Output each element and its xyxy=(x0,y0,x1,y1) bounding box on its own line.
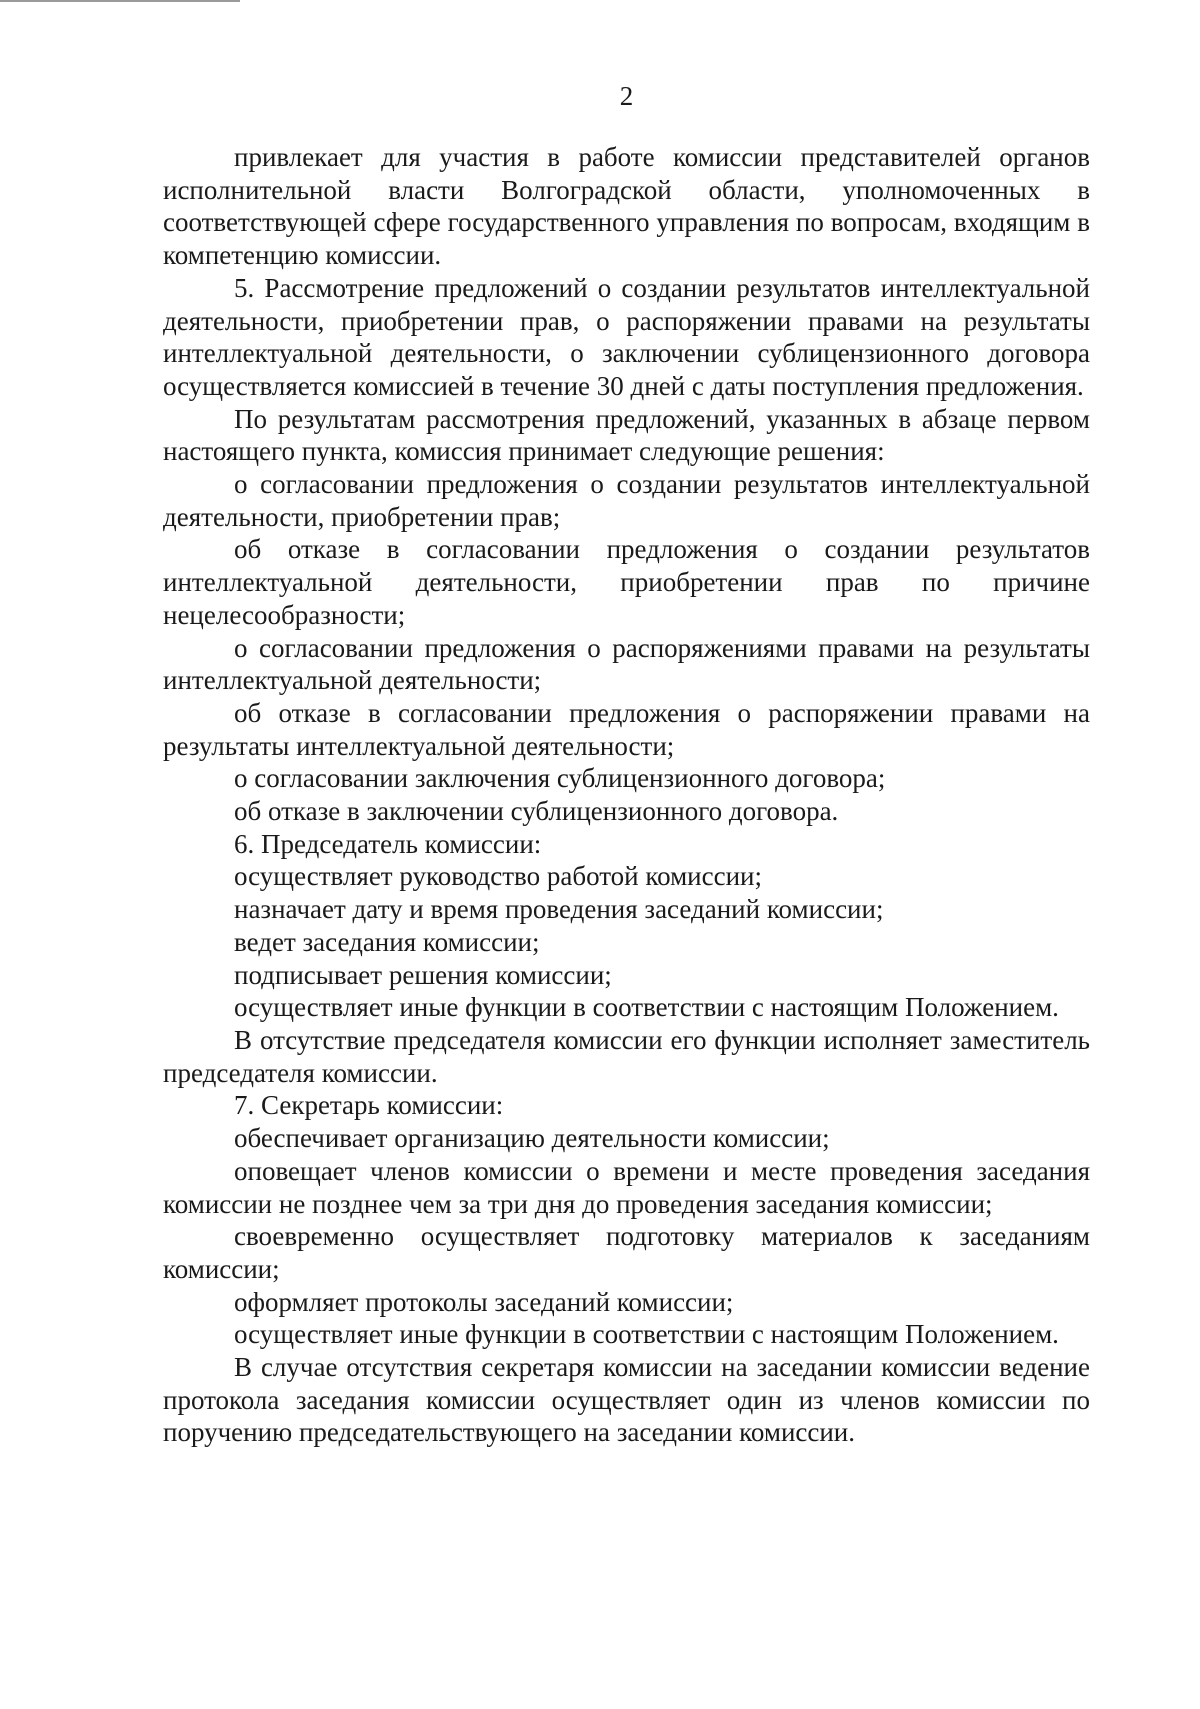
paragraph: 6. Председатель комиссии: xyxy=(234,828,542,859)
paragraph: подписывает решения комиссии; xyxy=(234,959,612,990)
paragraph: об отказе в согласовании предложения о распоряжении правами на результаты интеллектуальной деятельности; xyxy=(163,697,1090,761)
paragraph: о согласовании заключения сублицензионного договора; xyxy=(234,763,886,794)
paragraph: о согласовании предложения о распоряжениями правами на результаты интеллектуальной деятельности; xyxy=(163,632,1090,696)
paragraph: 5. Рассмотрение предложений о создании результатов интеллектуальной деятельности, приобретении прав, о распоряжении правами на результаты интеллектуальной деятельности, о заключении сублицензионного договора осуществляется комиссией в течение 30 дней с даты поступления предложения. xyxy=(163,272,1090,401)
paragraph: В случае отсутствия секретаря комиссии на заседании комиссии ведение протокола заседания комиссии осуществляет один из членов комиссии по поручению председательствующего на заседании комиссии. xyxy=(163,1352,1090,1448)
paragraph: об отказе в заключении сублицензионного договора. xyxy=(234,796,839,827)
paragraph: 7. Секретарь комиссии: xyxy=(234,1090,504,1121)
paragraph: По результатам рассмотрения предложений, указанных в абзаце первом настоящего пункта, комиссия принимает следующие решения: xyxy=(163,403,1090,467)
document-body xyxy=(163,141,1090,1449)
paragraph: оформляет протоколы заседаний комиссии; xyxy=(234,1286,734,1317)
paragraph: осуществляет руководство работой комиссии; xyxy=(234,861,763,892)
paragraph: осуществляет иные функции в соответствии с настоящим Положением. xyxy=(234,992,1059,1023)
paragraph: о согласовании предложения о создании результатов интеллектуальной деятельности, приобретении прав; xyxy=(163,469,1090,532)
page-number: 2 xyxy=(619,81,634,111)
scan-edge-mark xyxy=(0,0,240,2)
paragraph: назначает дату и время проведения заседаний комиссии; xyxy=(234,894,884,925)
paragraph: ведет заседания комиссии; xyxy=(234,926,540,957)
paragraph: привлекает для участия в работе комиссии представителей органов исполнительной власти Волгоградской области, уполномоченных в соответствующей сфере государственного управления по вопросам, входящим в компетенцию комиссии. xyxy=(163,142,1090,271)
paragraph: своевременно осуществляет подготовку материалов к заседаниям комиссии; xyxy=(163,1221,1090,1284)
paragraph: обеспечивает организацию деятельности комиссии; xyxy=(234,1123,830,1154)
paragraph: об отказе в согласовании предложения о создании результатов интеллектуальной деятельности, приобретении прав по причине нецелесообразности; xyxy=(163,534,1090,630)
paragraph: оповещает членов комиссии о времени и месте проведения заседания комиссии не позднее чем за три дня до проведения заседания комиссии; xyxy=(163,1155,1090,1219)
paragraph: осуществляет иные функции в соответствии с настоящим Положением. xyxy=(234,1319,1059,1350)
paragraph: В отсутствие председателя комиссии его функции исполняет заместитель председателя комиссии. xyxy=(163,1024,1090,1088)
